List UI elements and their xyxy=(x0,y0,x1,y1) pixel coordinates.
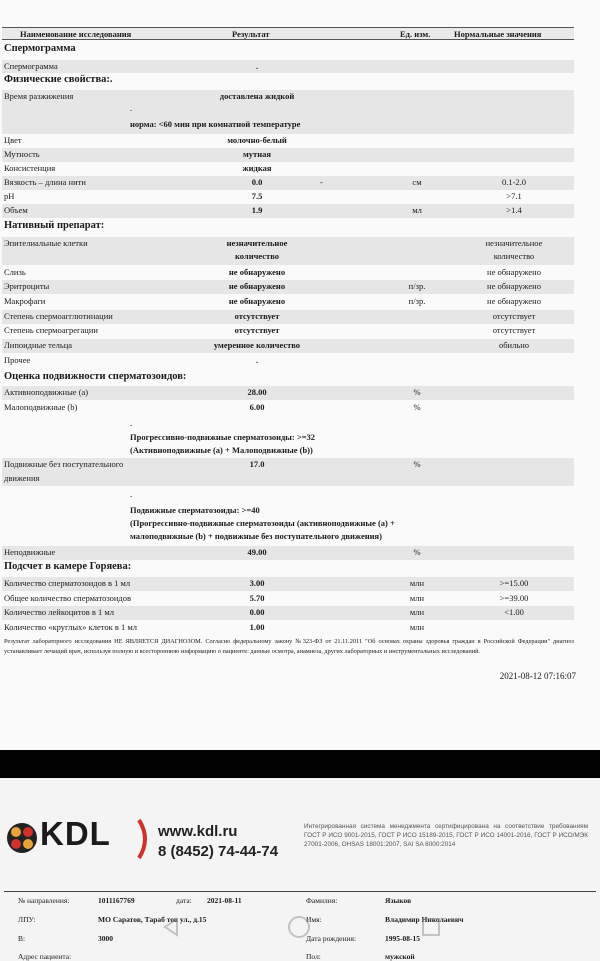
section-spermogram: Спермограмма xyxy=(4,43,76,54)
divider xyxy=(4,891,596,892)
patient-name: Владимир Николаевич xyxy=(385,915,464,924)
header-name: Наименование исследования xyxy=(20,29,132,39)
table-row: Объем 1.9 мл >1.4 xyxy=(2,204,574,218)
motile-note: Подвижные сперматозоиды: >=40 (Прогрессивно-подвижные сперматозоиды (активноподвижные (a) + малоподвижные (b) + подвижные без поступательного движения) xyxy=(130,505,395,541)
disclaimer: Результат лабораторного исследования НЕ ЯВЛЯЕТСЯ ДИАГНОЗОМ. Согласно федеральному закону №323-ФЗ от 21.11.2011 "Об основах охраны здоровья граждан в Российской Федерации" диагноз устанавливает лечащий врач, используя полную и всестороннюю информацию о пациенте: данные осмотра, анамнеза, других лабораторных и инструментальных исследований. xyxy=(4,638,574,655)
lab-phone: 8 (8452) 74-44-74 xyxy=(158,843,279,860)
referral-date: 2021-08-11 xyxy=(207,896,242,905)
header-result: Результат xyxy=(232,29,270,39)
table-row: Прочее . xyxy=(4,355,259,365)
table-row: Активноподвижные (a) 28.00 % xyxy=(2,386,574,400)
kdl-logo-icon xyxy=(6,821,38,855)
nav-back-icon[interactable] xyxy=(160,916,182,938)
table-row: Эритроциты не обнаружено п/зр. не обнаружено xyxy=(2,280,574,294)
certification-text: Интегрированная система менеджмента сертифицирована на соответствие требованиям ГОСТ Р ИСО 9001-2015, ГОСТ Р ИСО 15189-2015, ГОСТ Р ИСО 14001-2016, ГОСТ Р ИСО/МЭК 27001-2006, OHSAS 18001:2007, SAI SA 8000:2014 xyxy=(304,823,588,848)
table-row: Количество лейкоцитов в 1 мл 0.00 млн <1.00 xyxy=(2,606,574,620)
header-unit: Ед. изм. xyxy=(400,29,431,39)
table-row: Консистенция жидкая xyxy=(4,163,272,173)
table-row: Неподвижные 49.00 % xyxy=(2,546,574,560)
table-row: Мутность мутная xyxy=(2,148,574,162)
table-row: Липоидные тельца умеренное количество обильно xyxy=(2,339,574,353)
header-norm: Нормальные значения xyxy=(454,29,542,39)
table-row: Время разжижения доставлена жидкой . норма: <60 мин при комнатной температуре xyxy=(2,90,574,134)
lpu-value: МО Саратов, Тараб тов ул., д.15 xyxy=(98,915,207,924)
referral-number: 1011167769 xyxy=(98,896,135,905)
patient-surname: Языков xyxy=(385,896,412,905)
screen-gap xyxy=(0,750,600,778)
brand-name: KDL xyxy=(40,815,111,852)
table-row: Спермограмма . xyxy=(2,60,574,73)
patient-sex: мужской xyxy=(385,952,415,961)
timestamp: 2021-08-12 07:16:07 xyxy=(499,671,576,681)
section-motility: Оценка подвижности сперматозоидов: xyxy=(4,371,187,382)
nav-home-icon[interactable] xyxy=(286,914,312,940)
table-row: Количество «круглых» клеток в 1 мл 1.00 млн xyxy=(4,622,425,632)
section-goryaev: Подсчет в камере Горяева: xyxy=(4,561,132,572)
nav-recents-icon[interactable] xyxy=(420,916,442,938)
section-physical: Физические свойства:. xyxy=(4,74,113,85)
table-row: Слизь не обнаружено не обнаружено xyxy=(4,267,541,277)
lab-website: www.kdl.ru xyxy=(158,823,238,840)
table-row: Общее количество сперматозоидов 5.70 млн >=39.00 xyxy=(4,593,529,603)
brand-arc-icon xyxy=(137,818,151,860)
section-native: Нативный препарат: xyxy=(4,220,105,231)
table-row: Вязкость – длина нити 0.0 - см 0.1-2.0 xyxy=(2,176,574,190)
table-row: Степень спермоагглютинации отсутствует отсутствует xyxy=(2,310,574,324)
table-row: Малоподвижные (b) 6.00 % xyxy=(4,402,421,412)
v-value: 3000 xyxy=(98,934,113,943)
table-row: Степень спермоагрегации отсутствует отсутствует xyxy=(4,325,536,335)
progressive-note: Прогрессивно-подвижные сперматозоиды: >=32 (Активноподвижные (a) + Малоподвижные (b)) xyxy=(130,432,316,455)
table-row: Подвижные без поступательного движения 17.0 % xyxy=(2,458,574,486)
table-row: Количество сперматозоидов в 1 мл 3.00 млн >=15.00 xyxy=(2,577,574,591)
table-row: Цвет молочно-белый xyxy=(4,135,287,145)
table-row: Макрофаги не обнаружено п/зр. не обнаружено xyxy=(4,296,541,306)
table-row: pH 7.5 >7.1 xyxy=(4,191,522,201)
patient-dob: 1995-08-15 xyxy=(385,934,420,943)
lab-report-page: Наименование исследования Результат Ед. изм. Нормальные значения Спермограмма Спермограмма . Физические свойства:. Время разжижения доставлена жидкой . норма: <60 мин при комнатной температуре Цвет молочно-белый Мутность мутная Консистенция жидкая Вязкость – длина нити 0.0 - см 0.1-2.0 pH 7.5 >7.1 Объем 1.9 мл >1.4 Нативный препарат: Эпителиальные клетки незначительное количество незначительное количество Слизь не обнаружено не обнаружено Эритроциты не обнаружено п/зр. не обнаружено Макрофаги не обнаружено п/зр. не обнаружено Степень спермоагглютинации отсутствует отсутствует Степень спермоагрегации отсутствует отсутствует Липоидные тельца умеренное количество обильно Прочее . Оценка подвижности сперматозоидов: Активноподвижные (a) 28.00 % Малоподвижные (b) 6.00 % . Прогрессивно-подвижные сперматозоиды: >=32 (Активноподвижные (a) + Малоподвижные (b)) Подвижные без поступательного движения 17.0 % . Подвижные сперматозоиды: >=40 (Прогрессивно-подвижные сперматозоиды (активноподвижные (a) + малоподвижные (b) + подвижные без поступательного движения) Неподвижные 49.00 % Подсчет в камере Горяева: Количество сперматозоидов в 1 мл 3.00 млн >=15.00 Общее количество сперматозоидов 5.70 млн >=39.00 Количество лейкоцитов в 1 мл 0.00 млн <1.00 Количество «круглых» клеток в 1 мл 1.00 млн Результат лабораторного исследования НЕ ЯВЛЯЕТСЯ ДИАГНОЗОМ. Согласно федеральному закону №323-ФЗ от 21.11.2011 "Об основах охраны здоровья граждан в Российской Федерации" диагноз устанавливает лечащий врач, используя полную и всестороннюю информацию о пациенте: данные осмотра, анамнеза, других лабораторных и инструментальных исследований. 2021-08-12 07:16:07 xyxy=(0,0,600,750)
table-row: Эпителиальные клетки незначительное количество незначительное количество xyxy=(2,237,574,265)
table-header xyxy=(2,27,574,40)
